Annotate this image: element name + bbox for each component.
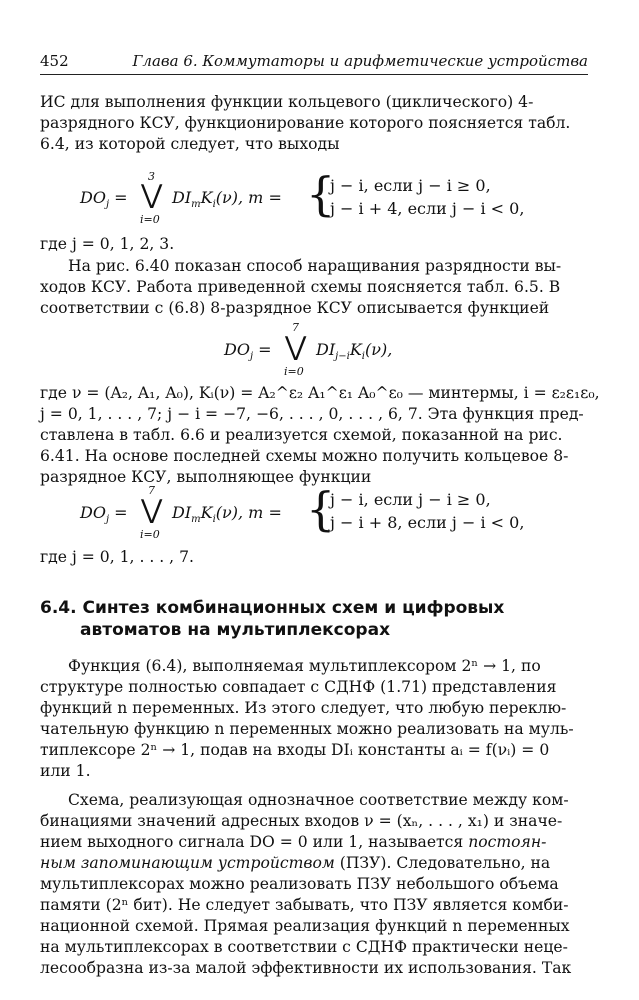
chapter-title: Глава 6. Коммутаторы и арифметические устройства [132, 52, 588, 70]
running-header [40, 50, 588, 75]
para4-line3: функций n переменных. Из этого следует, что любую переклю- [40, 699, 567, 717]
formula-1-body: $DI_mK_i(\nu)$, m = [172, 188, 282, 211]
para5-line1: Схема, реализующая однозначное соответствие между ком- [68, 791, 569, 809]
formula-1-case2: j − i + 4, если j − i < 0, [330, 199, 525, 218]
formula-3-case2: j − i + 8, если j − i < 0, [330, 513, 525, 532]
para5-line2: бинациями значений адресных входов ν = (xₙ, . . . , x₁) и значе- [40, 812, 563, 830]
para5-line3: нием выходного сигнала DO = 0 или 1, называется постоян- [40, 833, 547, 851]
para4-line5: типлексоре 2ⁿ → 1, подав на входы DIᵢ константы aᵢ = f(νᵢ) = 0 [40, 741, 550, 759]
para5-line7: национной схемой. Прямая реализация функций n переменных [40, 917, 570, 935]
section-heading-line1: 6.4. Синтез комбинационных схем и цифровых [40, 598, 505, 618]
formula-3-body: $DI_mK_i(\nu)$, m = [172, 503, 282, 526]
section-heading-line2: автоматов на мультиплексорах [80, 620, 391, 640]
para5-line9: лесообразна из-за малой эффективности их использования. Так [40, 959, 572, 977]
formula-2-body: $DI_{j-i}K_i(\nu)$, [316, 340, 393, 363]
para5-line8: на мультиплексорах в соответствии с СДНФ практически неце- [40, 938, 568, 956]
para2-line2: ходов КСУ. Работа приведенной схемы поясняется табл. 6.5. В [40, 278, 561, 296]
page-number: 452 [40, 52, 69, 70]
formula-1-lower: i=0 [140, 213, 160, 226]
para1-line1: ИС для выполнения функции кольцевого (циклического) 4- [40, 93, 534, 111]
para3-line5: разрядное КСУ, выполняющее функции [40, 468, 372, 486]
para1-line3: 6.4, из которой следует, что выходы [40, 135, 340, 153]
para2-line1: На рис. 6.40 показан способ наращивания разрядности вы- [68, 257, 562, 275]
para5-line6: памяти (2ⁿ бит). Не следует забывать, что ПЗУ является комби- [40, 896, 569, 914]
para4-line2: структуре полностью совпадает с СДНФ (1.71) представления [40, 678, 557, 696]
para3-line4: 6.41. На основе последней схемы можно получить кольцевое 8- [40, 447, 569, 465]
where-1: где j = 0, 1, 2, 3. [40, 235, 175, 253]
formula-3-brace: { [306, 482, 336, 536]
formula-3-upper: 7 [148, 484, 155, 497]
para3-line3: ставлена в табл. 6.6 и реализуется схемой, показанной на рис. [40, 426, 563, 444]
para5-line5: мультиплексорах можно реализовать ПЗУ небольшого объема [40, 875, 559, 893]
para1-line2: разрядного КСУ, функционирование которого поясняется табл. [40, 114, 571, 132]
formula-1-brace: { [306, 167, 336, 221]
para4-line4: чательную функцию n переменных можно реализовать на муль- [40, 720, 574, 738]
formula-2-lhs: $DO_j$ = [224, 340, 272, 363]
formula-3-lhs: $DO_j$ = [80, 503, 128, 526]
formula-2-lower: i=0 [284, 365, 304, 378]
formula-1-case1: j − i, если j − i ≥ 0, [330, 176, 491, 195]
formula-2-upper: 7 [292, 321, 299, 334]
formula-3-case1: j − i, если j − i ≥ 0, [330, 490, 491, 509]
para4-line6: или 1. [40, 762, 91, 780]
formula-1-lhs: $DO_j$ = [80, 188, 128, 211]
formula-2-vee: ⋁ [285, 332, 307, 362]
para5-line4: ным запоминающим устройством (ПЗУ). Следовательно, на [40, 854, 551, 872]
where-2: где j = 0, 1, . . . , 7. [40, 548, 194, 566]
para4-line1: Функция (6.4), выполняемая мультиплексором 2ⁿ → 1, по [68, 657, 541, 675]
para3-line2: j = 0, 1, . . . , 7; j − i = −7, −6, . . . , 0, . . . , 6, 7. Эта функция пред- [40, 405, 584, 423]
formula-1-vee: ⋁ [141, 180, 163, 210]
para2-line3: соответствии с (6.8) 8-разрядное КСУ описывается функцией [40, 299, 550, 317]
para3-line1: где ν = (A₂, A₁, A₀), Kᵢ(ν) = A₂^ε₂ A₁^ε₁ A₀^ε₀ — минтермы, i = ε₂ε₁ε₀, [40, 384, 600, 402]
formula-3-lower: i=0 [140, 528, 160, 541]
formula-1-upper: 3 [148, 170, 155, 183]
formula-3-vee: ⋁ [141, 495, 163, 525]
